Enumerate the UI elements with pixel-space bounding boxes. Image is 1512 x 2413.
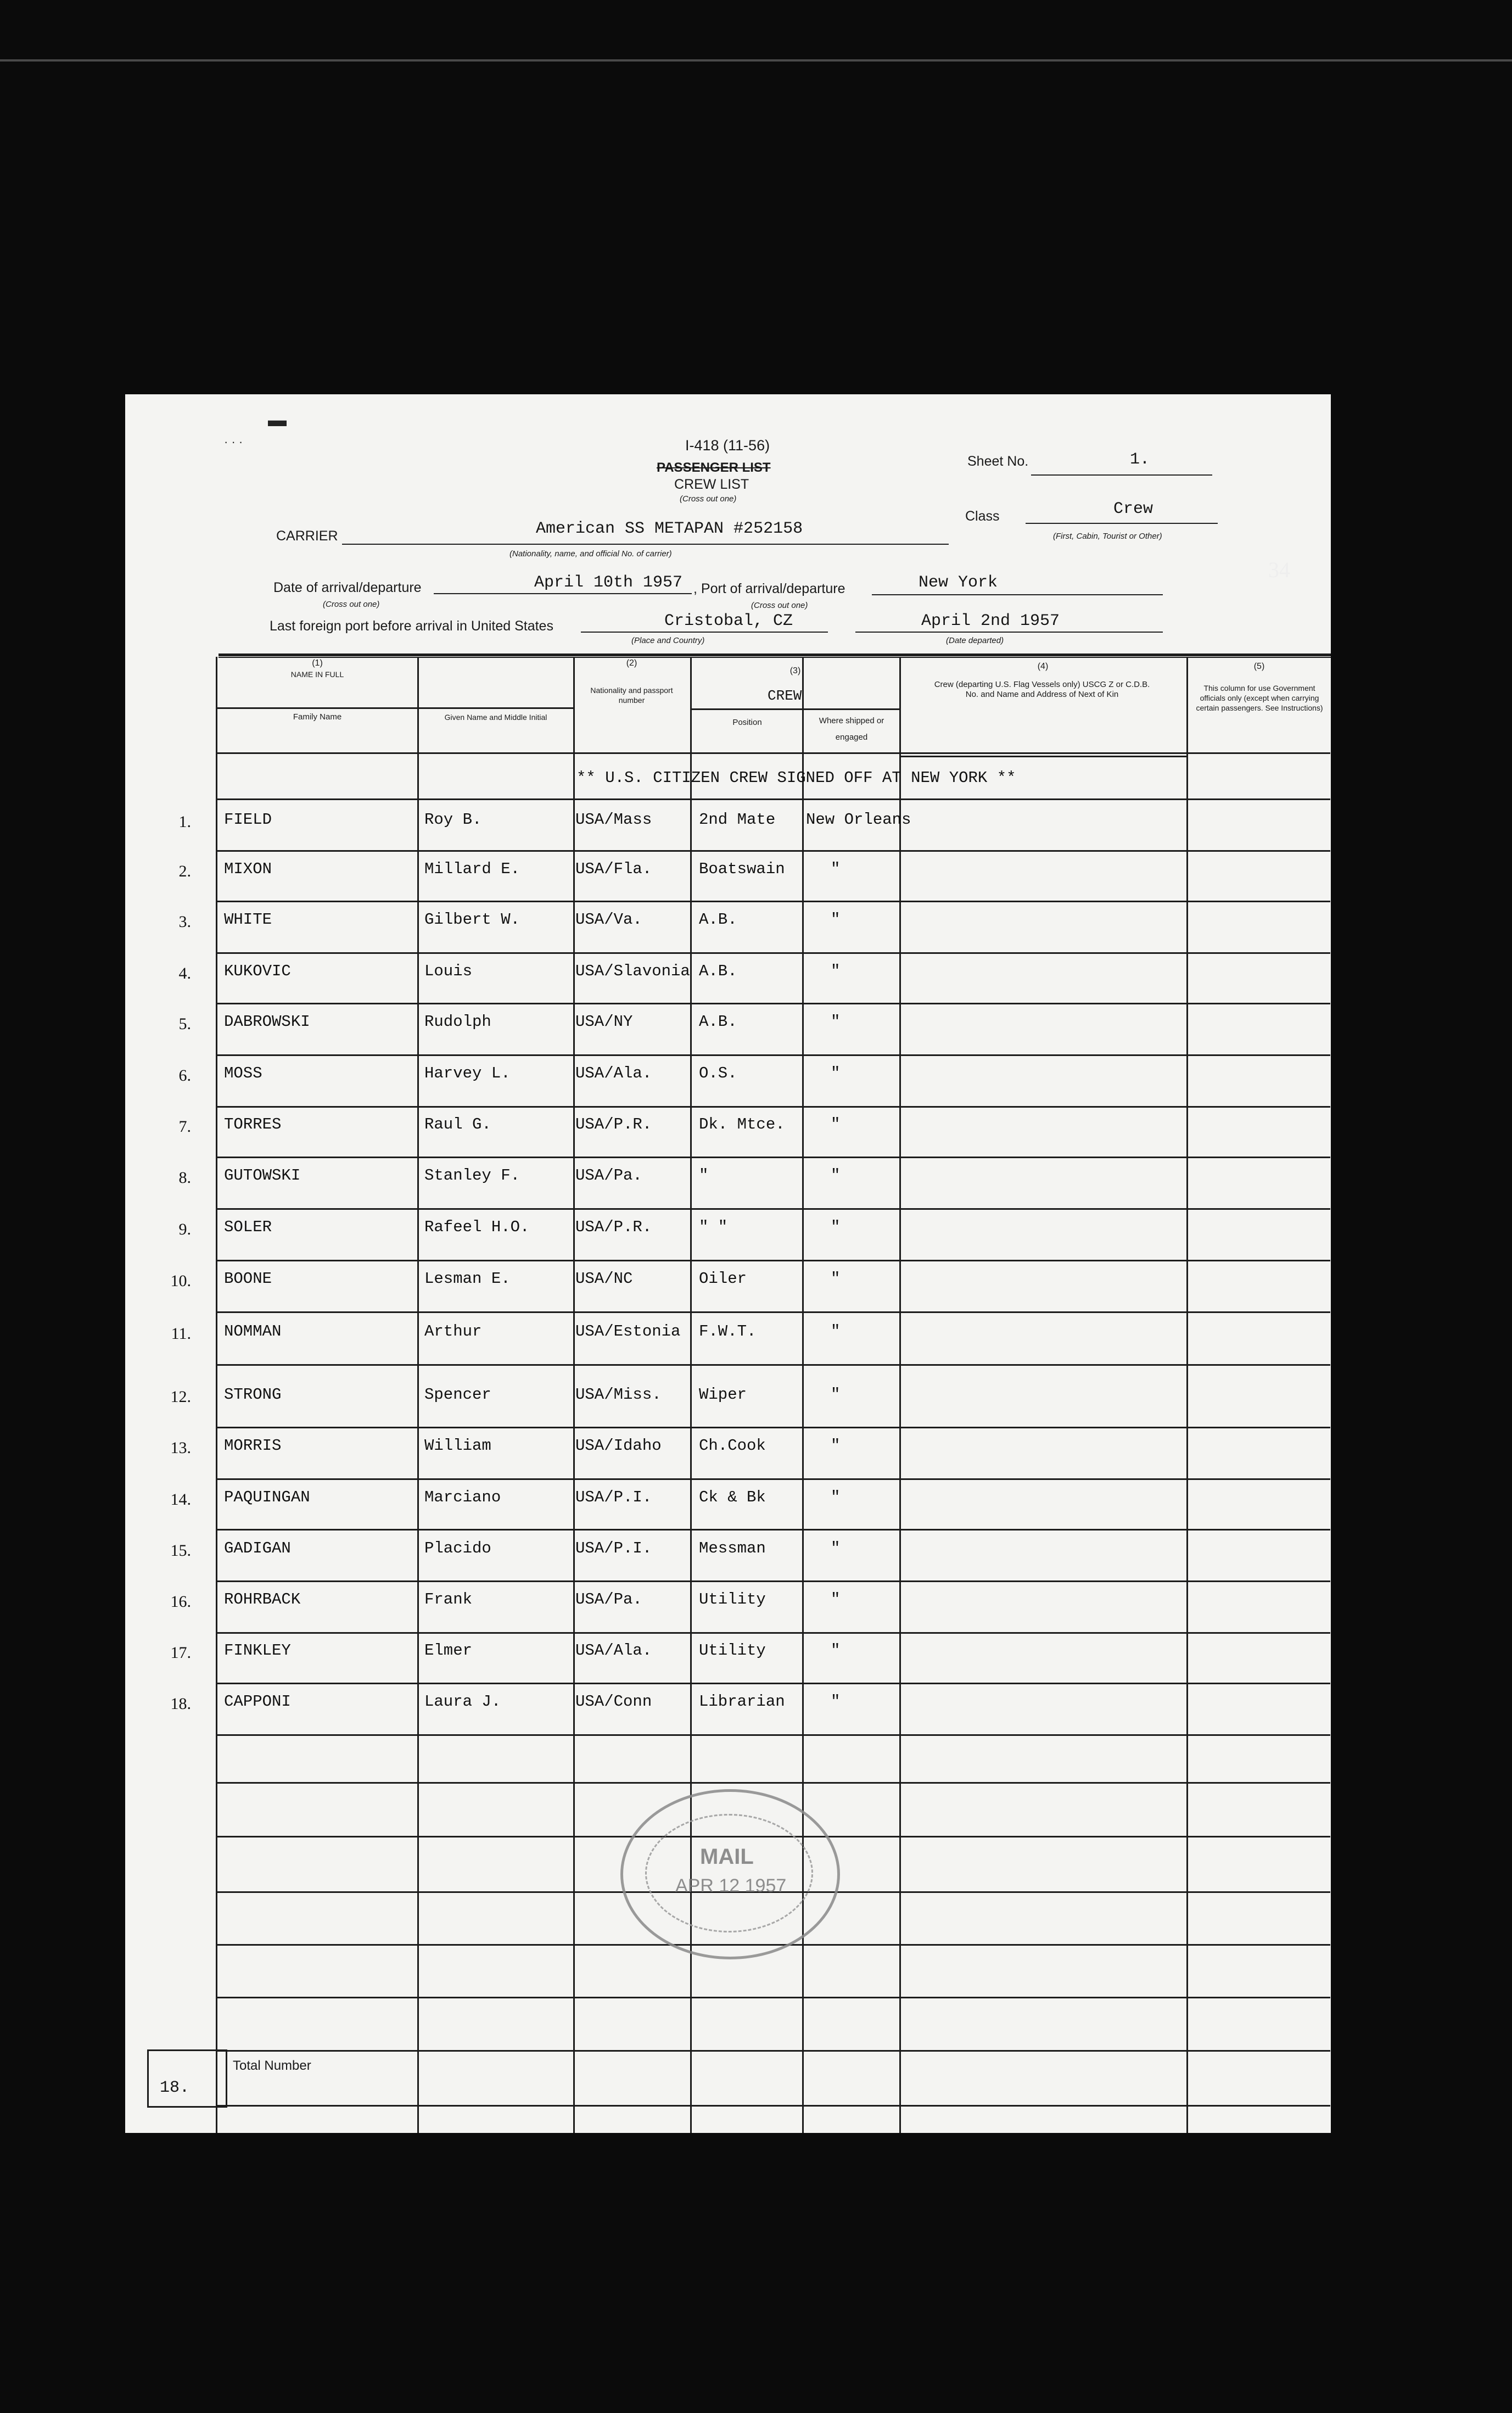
row-divider [216, 901, 1330, 902]
dots-mark: · · · [224, 435, 243, 449]
position: Wiper [699, 1386, 747, 1404]
given-name: Raul G. [424, 1115, 491, 1133]
row-number: 2. [178, 862, 191, 880]
date-departed-value: April 2nd 1957 [921, 612, 1060, 630]
position: A.B. [699, 911, 737, 929]
date-note: (Cross out one) [323, 600, 380, 609]
date-label: Date of arrival/departure [273, 580, 422, 595]
family-name: NOMMAN [224, 1322, 282, 1340]
col3-where: Where shipped or engaged [819, 716, 884, 742]
nationality: USA/NY [575, 1013, 633, 1031]
nationality: USA/Idaho [575, 1437, 662, 1455]
given-name: Spencer [424, 1386, 491, 1404]
nationality: USA/Slavonia [575, 962, 690, 980]
family-name: FIELD [224, 811, 272, 829]
given-name: Harvey L. [424, 1064, 511, 1082]
position: O.S. [699, 1064, 737, 1082]
port-label: , Port of arrival/departure [693, 581, 845, 596]
where-shipped: " [831, 1539, 841, 1557]
col3-position: Position [732, 718, 762, 727]
col2-num: (2) [626, 658, 637, 668]
nationality: USA/Fla. [575, 860, 652, 878]
row-divider [216, 1529, 1330, 1531]
port-value: New York [919, 573, 998, 592]
nationality: USA/Pa. [575, 1166, 642, 1185]
row-number: 4. [178, 964, 191, 982]
given-name: Laura J. [424, 1693, 501, 1711]
row-number: 17. [170, 1644, 191, 1662]
given-name: Louis [424, 962, 473, 980]
family-name: GUTOWSKI [224, 1166, 301, 1185]
row-number: 7. [178, 1118, 191, 1136]
where-shipped: " [831, 860, 841, 878]
row-number: 8. [178, 1169, 191, 1187]
last-port-label: Last foreign port before arrival in United States [270, 618, 553, 634]
family-name: DABROWSKI [224, 1013, 310, 1031]
where-shipped: " [831, 1488, 841, 1506]
where-shipped: " [831, 1437, 841, 1455]
where-shipped: " [831, 911, 841, 929]
last-port-note: (Place and Country) [631, 636, 705, 645]
given-name: Arthur [424, 1322, 482, 1340]
given-name: Frank [424, 1590, 473, 1608]
position: A.B. [699, 962, 737, 980]
nationality: USA/Estonia [575, 1322, 681, 1340]
form-number: I-418 (11-56) [685, 437, 770, 454]
position: Utility [699, 1590, 766, 1608]
stamp-mail: MAIL [700, 1845, 754, 1869]
col4-num: (4) [1037, 662, 1049, 671]
family-name: MORRIS [224, 1437, 282, 1455]
col1-title: NAME IN FULL [290, 670, 344, 679]
title-note: (Cross out one) [680, 494, 737, 504]
family-name: SOLER [224, 1218, 272, 1236]
stamp-date: APR 12 1957 [675, 1875, 787, 1896]
total-value: 18. [160, 2079, 190, 2097]
where-shipped: " [831, 1322, 841, 1340]
row-divider [216, 1734, 1330, 1736]
where-shipped: " [831, 1166, 841, 1185]
where-shipped: New Orleans [806, 811, 911, 829]
row-number: 11. [171, 1325, 191, 1343]
nationality: USA/NC [575, 1270, 633, 1288]
position: Messman [699, 1539, 766, 1557]
position: Ck & Bk [699, 1488, 766, 1506]
family-name: CAPPONI [224, 1693, 291, 1711]
given-name: Rafeel H.O. [424, 1218, 530, 1236]
family-name: TORRES [224, 1115, 282, 1133]
nationality: USA/P.R. [575, 1115, 652, 1133]
family-name: PAQUINGAN [224, 1488, 310, 1506]
nationality: USA/Mass [575, 811, 652, 829]
nationality: USA/Va. [575, 911, 642, 929]
nationality: USA/Conn [575, 1693, 652, 1711]
total-label: Total Number [233, 2058, 311, 2073]
row-number: 9. [178, 1220, 191, 1238]
where-shipped: " [831, 1013, 841, 1031]
row-number: 6. [178, 1066, 191, 1085]
row-divider [216, 1260, 1330, 1261]
class-label: Class [965, 509, 1000, 524]
row-divider [216, 1311, 1330, 1313]
where-shipped: " [831, 1386, 841, 1404]
where-shipped: " [831, 1218, 841, 1236]
title-struck: PASSENGER LIST [657, 460, 771, 475]
given-name: William [424, 1437, 491, 1455]
row-divider [216, 850, 1330, 852]
family-name: FINKLEY [224, 1641, 291, 1660]
row-divider [216, 1632, 1330, 1634]
nationality: USA/P.I. [575, 1488, 652, 1506]
sheet-label: Sheet No. [967, 454, 1029, 469]
family-name: STRONG [224, 1386, 282, 1404]
position: Ch.Cook [699, 1437, 766, 1455]
nationality: USA/Pa. [575, 1590, 642, 1608]
row-number: 15. [170, 1541, 191, 1560]
port-note: (Cross out one) [751, 601, 808, 610]
position: " " [699, 1218, 728, 1236]
col4-title: Crew (departing U.S. Flag Vessels only) USCG Z or C.D.B. No. and Name and Address of Next of Kin [934, 680, 1150, 699]
where-shipped: " [831, 1590, 841, 1608]
row-divider [216, 1683, 1330, 1684]
row-divider [216, 1208, 1330, 1210]
carrier-note: (Nationality, name, and official No. of carrier) [509, 549, 672, 558]
carrier-value: American SS METAPAN #252158 [536, 520, 803, 538]
row-divider [216, 1003, 1330, 1004]
row-divider [216, 1478, 1330, 1480]
nationality: USA/P.R. [575, 1218, 652, 1236]
crew-list-form [125, 394, 1331, 2133]
where-shipped: " [831, 1641, 841, 1660]
where-shipped: " [831, 1270, 841, 1288]
where-shipped: " [831, 1693, 841, 1711]
row-divider [216, 1054, 1330, 1056]
position: F.W.T. [699, 1322, 757, 1340]
family-name: ROHRBACK [224, 1590, 301, 1608]
col1-num: (1) [312, 658, 323, 668]
given-name: Gilbert W. [424, 911, 520, 929]
row-number: 12. [170, 1388, 191, 1406]
signoff-banner: ** U.S. CITIZEN CREW SIGNED OFF AT NEW YORK ** [576, 769, 1016, 787]
row-divider [216, 1364, 1330, 1366]
page-number: 34 [1268, 557, 1290, 582]
sheet-value: 1. [1130, 450, 1150, 469]
class-value: Crew [1113, 500, 1153, 518]
col3-title: CREW [768, 688, 802, 704]
nationality: USA/Ala. [575, 1641, 652, 1660]
given-name: Lesman E. [424, 1270, 511, 1288]
family-name: MIXON [224, 860, 272, 878]
last-port-value: Cristobal, CZ [664, 612, 793, 630]
carrier-label: CARRIER [276, 528, 338, 544]
row-number: 16. [170, 1593, 191, 1611]
form-title: CREW LIST [674, 477, 749, 492]
position: A.B. [699, 1013, 737, 1031]
col3-num: (3) [789, 666, 801, 675]
position: Oiler [699, 1270, 747, 1288]
col5-num: (5) [1253, 662, 1265, 671]
where-shipped: " [831, 1064, 841, 1082]
family-name: GADIGAN [224, 1539, 291, 1557]
nationality: USA/Ala. [575, 1064, 652, 1082]
position: 2nd Mate [699, 811, 776, 829]
position: " [699, 1166, 709, 1185]
given-name: Marciano [424, 1488, 501, 1506]
row-divider [216, 952, 1330, 954]
date-value: April 10th 1957 [534, 573, 683, 592]
col5-title: This column for use Government officials only (except when carrying certain passengers. See Instructions) [1196, 684, 1323, 712]
col1-family: Family Name [293, 712, 342, 722]
where-shipped: " [831, 1115, 841, 1133]
row-divider [216, 1427, 1330, 1428]
given-name: Elmer [424, 1641, 473, 1660]
row-number: 3. [178, 913, 191, 931]
total-box [147, 2049, 227, 2108]
row-number: 10. [170, 1272, 191, 1290]
row-number: 18. [170, 1695, 191, 1713]
position: Librarian [699, 1693, 785, 1711]
row-number: 13. [170, 1439, 191, 1457]
pen-mark: ▬ [268, 410, 287, 431]
position: Dk. Mtce. [699, 1115, 785, 1133]
given-name: Millard E. [424, 860, 520, 878]
family-name: BOONE [224, 1270, 272, 1288]
film-edge-line [0, 59, 1512, 62]
col1-given: Given Name and Middle Initial [444, 713, 547, 722]
row-number: 1. [178, 813, 191, 831]
position: Utility [699, 1641, 766, 1660]
family-name: WHITE [224, 911, 272, 929]
mail-postmark-stamp [620, 1789, 840, 1959]
where-shipped: " [831, 962, 841, 980]
row-number: 5. [178, 1015, 191, 1033]
class-note: (First, Cabin, Tourist or Other) [1053, 532, 1162, 541]
family-name: KUKOVIC [224, 962, 291, 980]
nationality: USA/P.I. [575, 1539, 652, 1557]
given-name: Stanley F. [424, 1166, 520, 1185]
nationality: USA/Miss. [575, 1386, 662, 1404]
date-departed-note: (Date departed) [946, 636, 1004, 645]
row-number: 14. [170, 1490, 191, 1509]
col2-title: Nationality and passport number [590, 686, 673, 705]
family-name: MOSS [224, 1064, 262, 1082]
position: Boatswain [699, 860, 785, 878]
row-divider [216, 1157, 1330, 1158]
given-name: Rudolph [424, 1013, 491, 1031]
row-divider [216, 1106, 1330, 1108]
given-name: Placido [424, 1539, 491, 1557]
row-divider [216, 1580, 1330, 1582]
given-name: Roy B. [424, 811, 482, 829]
